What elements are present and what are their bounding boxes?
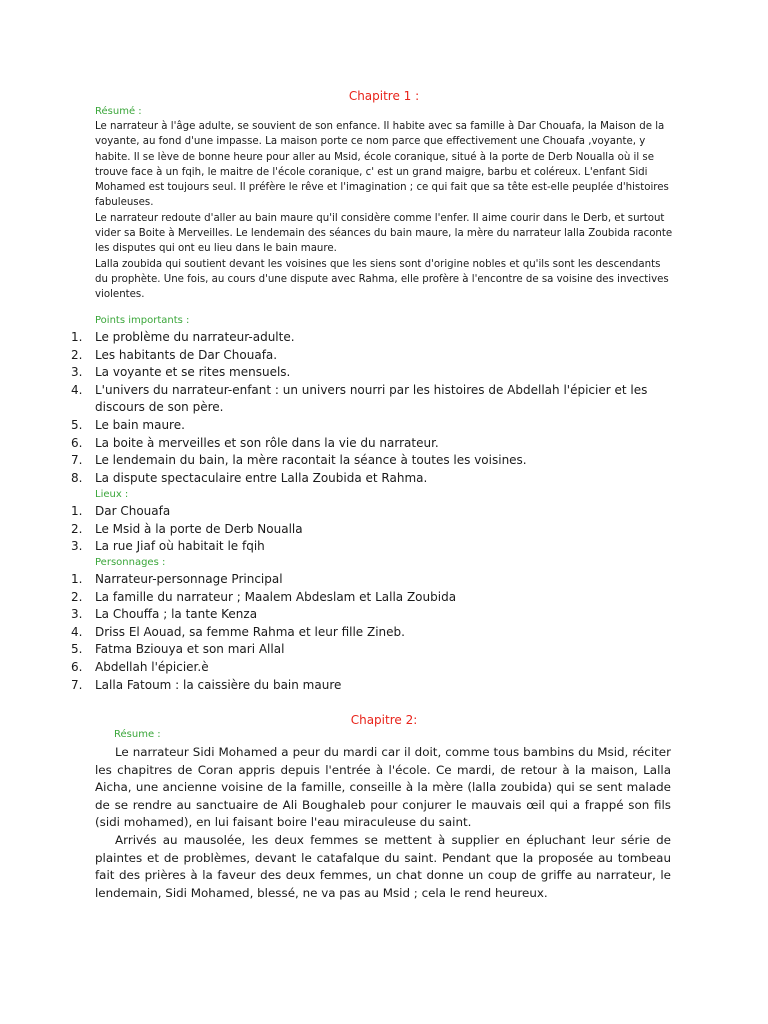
chapter-2-paragraph-1: Le narrateur Sidi Mohamed a peur du mardi car il doit, comme tous bambins du Msid, réciter les chapitres de Coran appris depuis l'entrée à l'école. Ce mardi, de retour à la maison, Lalla Aicha, une ancienne voisine de la famille, conseille à la mère (lalla zoubida) qui se sent malade de se rendre au sanctuaire de Ali Boughaleb pour conjurer le mauvais œil qui a frappé son fils (sidi mohamed), en lui faisant boire l'eau miraculeuse du saint. (95, 745, 671, 830)
summary-paragraph-1: Le narrateur à l'âge adulte, se souvient de son enfance. Il habite avec sa famille à Dar Chouafa, la Maison de la voyante, au fond d'une impasse. La maison porte ce nom parce que effectivement une Chouafa ,voyante, y habite. Il se lève de bonne heure pour aller au Msid, école coranique, situé à la porte de Derb Noualla où il se trouve face à un fqih, le maitre de l'école coranique, c' est un grand maigre, barbu et coléreux. L'enfant Sidi Mohamed est toujours seul. Il préfère le rêve et l'imagination ; ce qui fait que sa tête est-elle peuplée d'histoires fabuleuses. (95, 121, 669, 209)
list-item: 3. La Chouffa ; la tante Kenza (71, 607, 258, 622)
list-item: 7. Lalla Fatoum : la caissière du bain maure (71, 677, 342, 692)
summary-paragraph-2: Le narrateur redoute d'aller au bain maure qu'il considère comme l'enfer. Il aime courir dans le Derb, et surtout vider sa Boite à Merveilles. Le lendemain des séances du bain maure, la mère du narrateur lalla Zoubida raconte les disputes qui ont eu lieu dans le bain maure. (95, 212, 673, 255)
list-item: 1. Le problème du narrateur-adulte. (71, 330, 295, 344)
places-list (71, 503, 691, 556)
list-item: 8. La dispute spectaculaire entre Lalla Zoubida et Rahma. (71, 470, 428, 485)
points-list (71, 329, 691, 487)
list-item: 1. Dar Chouafa (71, 504, 171, 518)
list-item: 6. Abdellah l'épicier.è (71, 659, 209, 674)
list-item: 2. La famille du narrateur ; Maalem Abdeslam et Lalla Zoubida (71, 589, 457, 604)
chapter-1-summary (95, 119, 675, 303)
chapter-2-paragraph-2: Arrivés au mausolée, les deux femmes se mettent à supplier en épluchant leur série de plaintes et de problèmes, devant le catafalque du saint. Pendant que la proposée au tombeau fait des prières à la faveur des deux femmes, un chat donne un coup de griffe au narrateur, le lendemain, Sidi Mohamed, blessé, ne va pas au Msid ; cela le rend heureux. (95, 832, 671, 900)
chapter-1-summary-label: Résumé : (95, 106, 142, 117)
chapter-2-summary-label: Résume : (114, 729, 161, 740)
list-item: 3. La voyante et se rites mensuels. (71, 365, 291, 380)
list-item: 5. Le bain maure. (71, 417, 185, 432)
chapter-2-summary (95, 744, 671, 902)
list-item: 3. La rue Jiaf où habitait le fqih (71, 539, 265, 554)
list-item: 2. Le Msid à la porte de Derb Noualla (71, 521, 303, 536)
list-item: 5. Fatma Bziouya et son mari Allal (71, 642, 285, 657)
list-item: 6. La boite à merveilles et son rôle dans la vie du narrateur. (71, 435, 439, 450)
summary-paragraph-3: Lalla zoubida qui soutient devant les voisines que les siens sont d'origine nobles et qu'ils sont les descendants du prophète. Une fois, au cours d'une dispute avec Rahma, elle profère à l'encontre de sa voisine des invectives violentes. (95, 258, 669, 301)
list-item: 7. Le lendemain du bain, la mère racontait la séance à toutes les voisines. (71, 453, 527, 468)
characters-label: Personnages : (95, 557, 166, 568)
points-label: Points importants : (95, 315, 190, 326)
list-item: 4. L'univers du narrateur-enfant : un univers nourri par les histoires de Abdellah l'épicier et les discours de son père. (71, 382, 648, 415)
list-item: 2. Les habitants de Dar Chouafa. (71, 347, 278, 362)
characters-list (71, 571, 691, 694)
places-label: Lieux : (95, 489, 129, 500)
chapter-2-title: Chapitre 2: (350, 713, 418, 727)
chapter-1-title: Chapitre 1 : (348, 89, 420, 103)
list-item: 4. Driss El Aouad, sa femme Rahma et leur fille Zineb. (71, 624, 405, 639)
list-item: 1. Narrateur-personnage Principal (71, 572, 283, 586)
